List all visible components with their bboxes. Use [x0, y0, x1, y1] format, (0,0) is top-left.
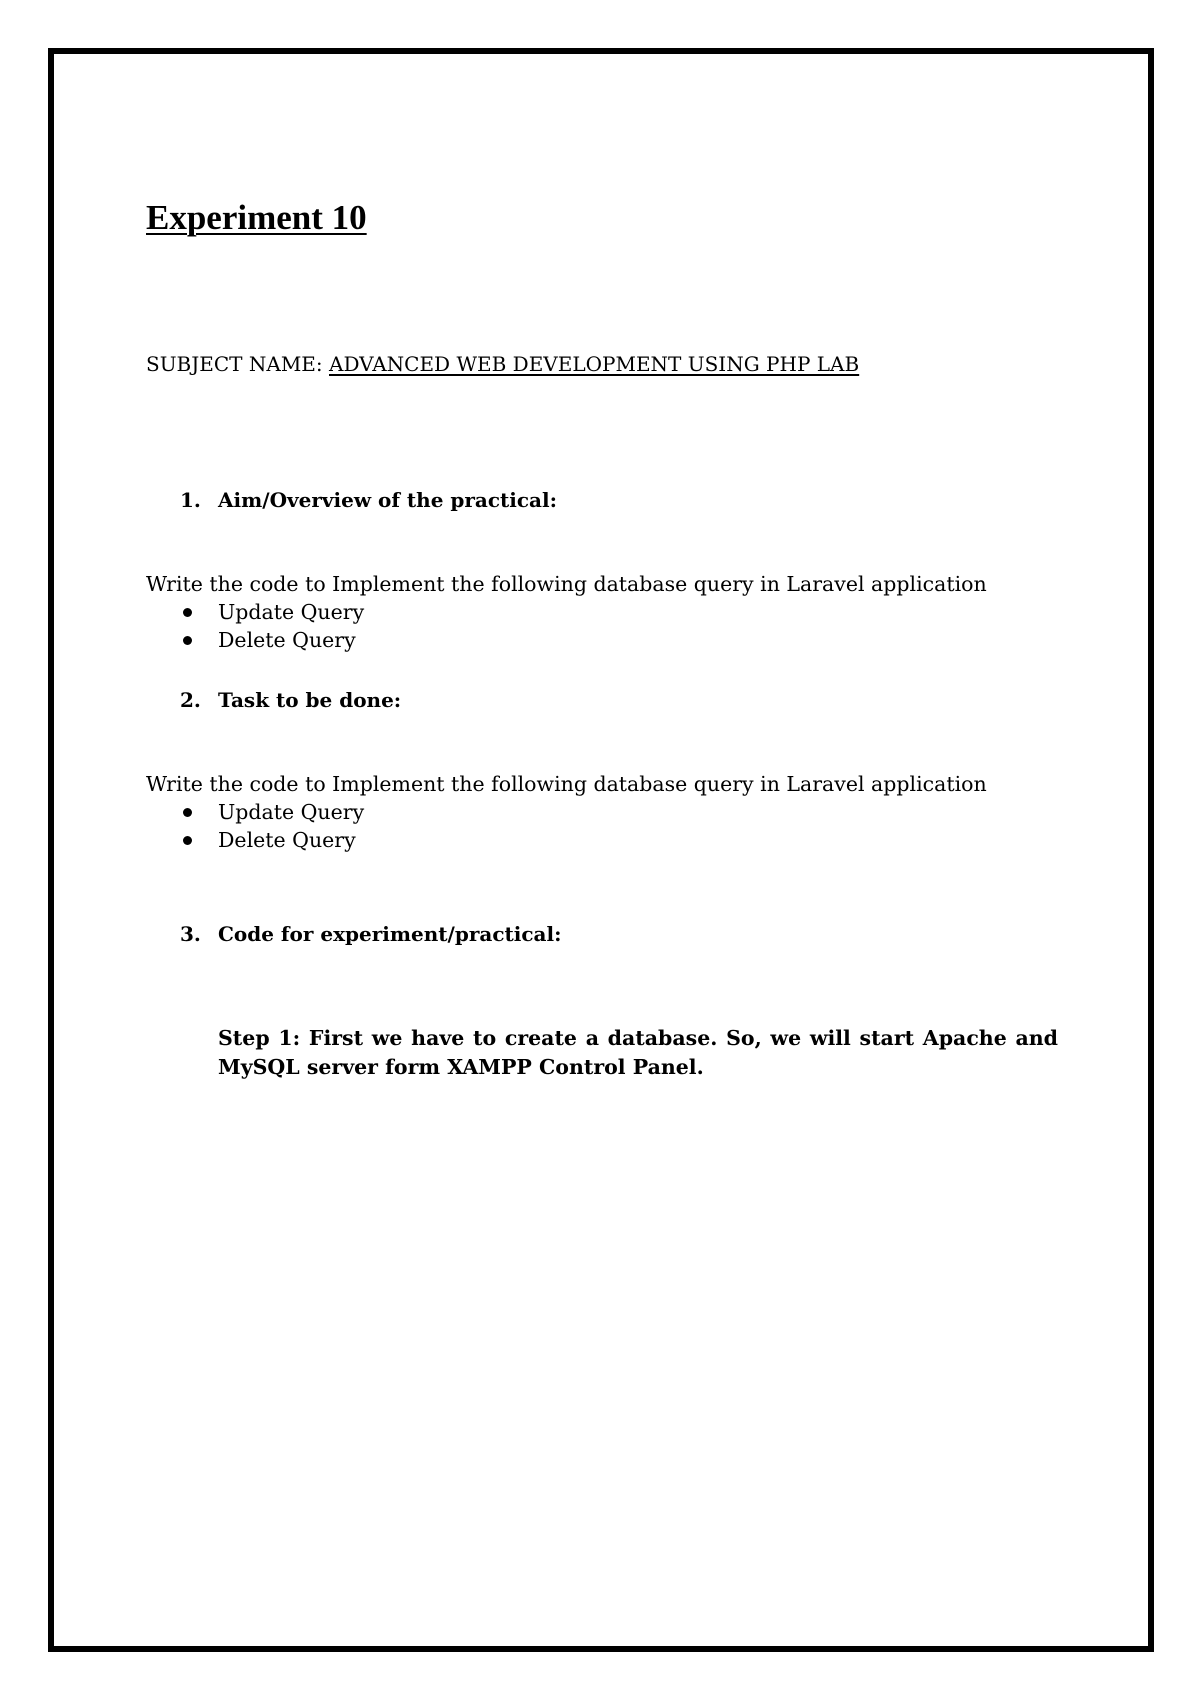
subject-line	[146, 350, 859, 378]
section-heading-text: Code for experiment/practical:	[218, 922, 562, 946]
section-heading-task	[180, 686, 401, 714]
list-item-text: Update Query	[218, 800, 365, 824]
bullet-icon	[183, 808, 192, 817]
step-1-paragraph: Step 1: First we have to create a database. So, we will start Apache and MySQL server form XAMPP Control Panel.	[218, 1026, 1058, 1079]
list-item-text: Delete Query	[218, 828, 356, 852]
section-heading-text: Aim/Overview of the practical:	[218, 488, 557, 512]
section-number: 1.	[180, 488, 201, 512]
task-paragraph: Write the code to Implement the following database query in Laravel application	[146, 772, 987, 796]
list-item-text: Update Query	[218, 600, 365, 624]
page-title: Experiment 10	[146, 198, 367, 237]
section-heading-text: Task to be done:	[218, 688, 402, 712]
list-item	[146, 598, 364, 626]
bullet-icon	[183, 636, 192, 645]
section-number: 3.	[180, 922, 201, 946]
section-number: 2.	[180, 688, 201, 712]
list-item	[146, 826, 364, 854]
list-item	[146, 626, 364, 654]
section-heading-aim	[180, 486, 557, 514]
list-item	[146, 798, 364, 826]
aim-paragraph: Write the code to Implement the following database query in Laravel application	[146, 572, 987, 596]
subject-value: ADVANCED WEB DEVELOPMENT USING PHP LAB	[329, 352, 860, 376]
list-item-text: Delete Query	[218, 628, 356, 652]
aim-bullet-list	[146, 598, 364, 654]
task-bullet-list	[146, 798, 364, 854]
subject-label: SUBJECT NAME:	[146, 352, 323, 376]
section-heading-code	[180, 920, 561, 948]
bullet-icon	[183, 836, 192, 845]
bullet-icon	[183, 608, 192, 617]
